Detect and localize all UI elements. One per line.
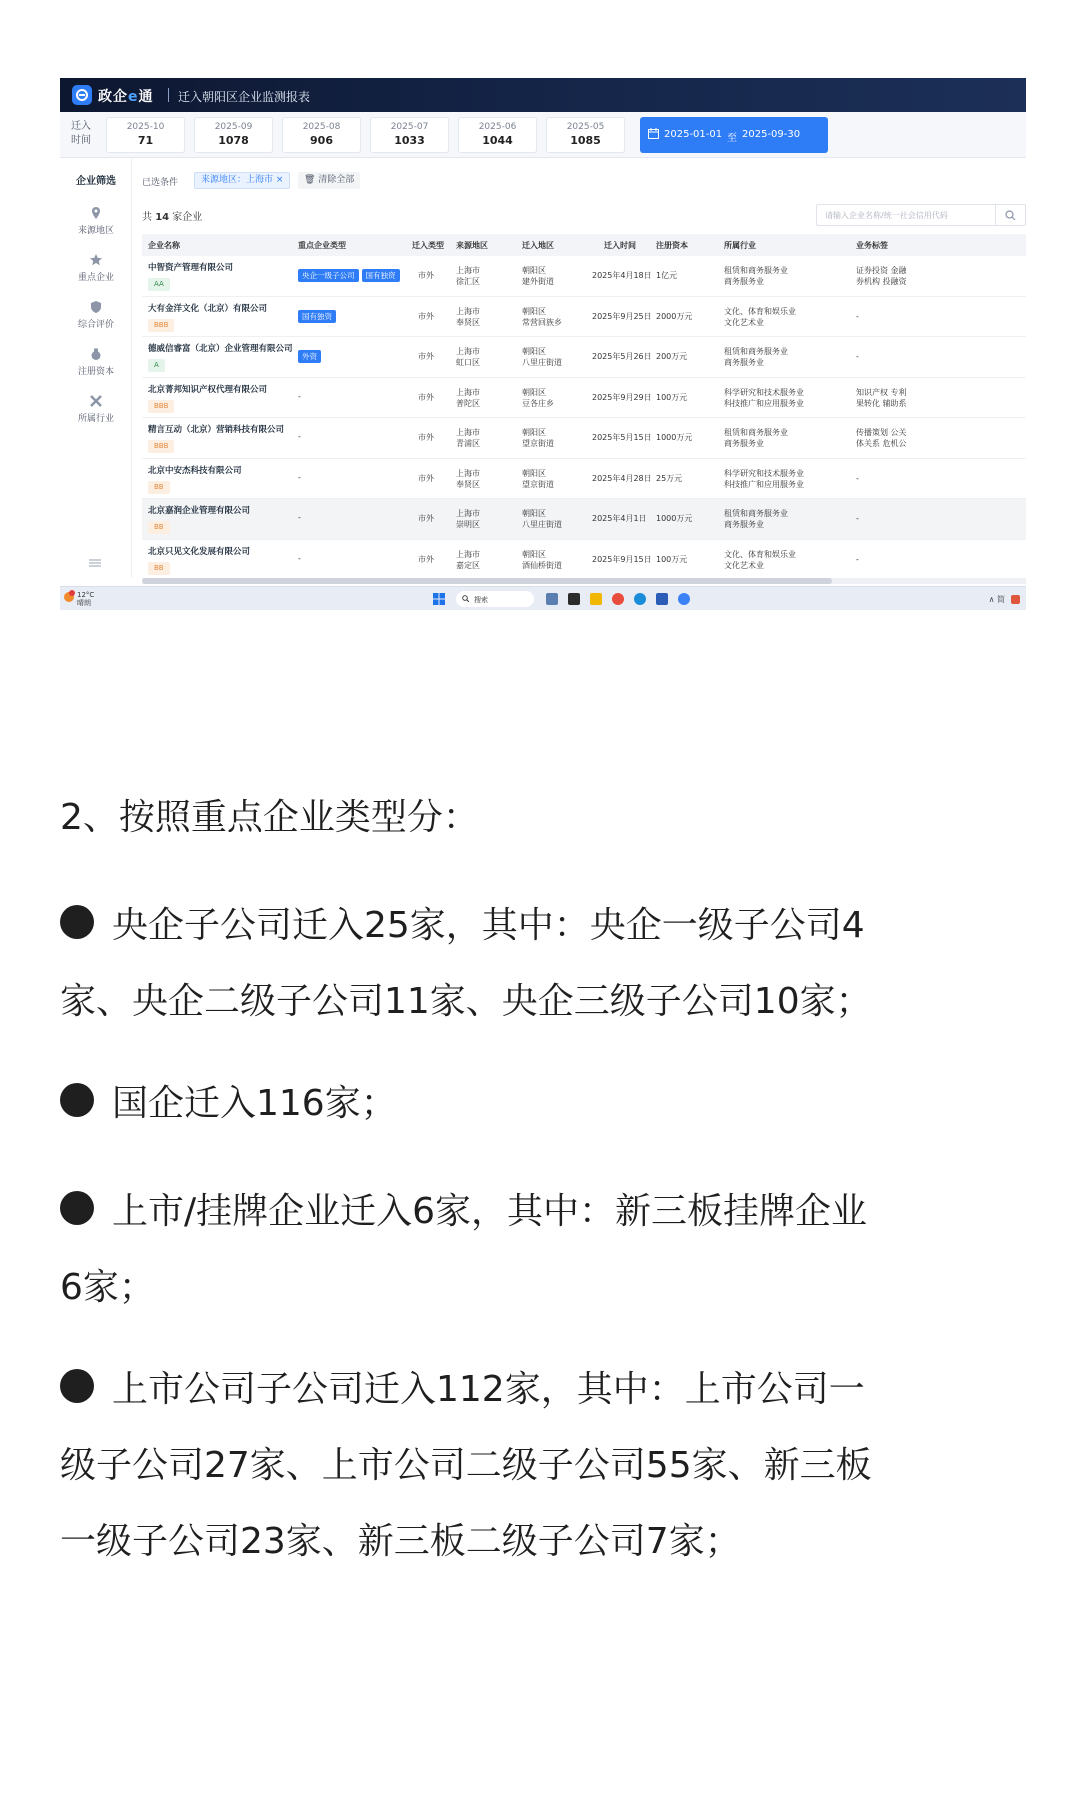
taskbar-app-chat-icon[interactable] — [678, 593, 690, 605]
dest-region: 朝阳区 八里庄街道 — [522, 347, 562, 367]
company-cell[interactable] — [148, 303, 294, 332]
tools-icon — [89, 394, 103, 408]
dest-region: 朝阳区 八里庄街道 — [522, 509, 562, 529]
taskbar-app-word-icon[interactable] — [656, 593, 668, 605]
result-count: 共 14 家企业 — [142, 212, 203, 223]
date-start: 2025-01-01 — [664, 129, 723, 140]
industry: 租赁和商务服务业 商务服务业 — [724, 347, 788, 367]
app-brand: 政企e通 — [98, 89, 154, 105]
biz-tags: 证券投资 金融 券机构 投融资 — [856, 266, 907, 286]
col-capital[interactable]: 注册资本 — [656, 241, 688, 250]
taskbar-app-folder-icon[interactable] — [590, 593, 602, 605]
company-cell[interactable] — [148, 343, 294, 372]
move-date: 2025年5月26日 — [592, 352, 652, 361]
industry: 租赁和商务服务业 商务服务业 — [724, 509, 788, 529]
company-cell[interactable] — [148, 505, 294, 534]
horizontal-scrollbar[interactable] — [142, 578, 1026, 584]
key-type-cell — [298, 554, 408, 563]
tray-app-icon[interactable] — [1011, 595, 1020, 604]
industry: 科学研究和技术服务业 科技推广和应用服务业 — [724, 468, 804, 489]
month-card[interactable]: 2025-10 71 — [106, 117, 185, 153]
bullet-dot-icon — [60, 905, 94, 939]
company-name[interactable]: 北京嘉润企业管理有限公司 — [148, 506, 251, 516]
dest-region: 朝阳区 建外街道 — [522, 266, 554, 286]
taskbar-app-photos-icon[interactable] — [546, 593, 558, 605]
filter-tag-region[interactable]: 来源地区：上海市 × — [194, 172, 290, 189]
table-row[interactable] — [142, 418, 1026, 459]
title-divider — [168, 88, 169, 102]
biz-tags: 知识产权 专利 果转化 辅助系 — [856, 387, 907, 408]
move-type: 市外 — [418, 352, 434, 361]
biz-tags: - — [856, 352, 859, 361]
col-date[interactable]: 迁入时间 — [604, 241, 636, 250]
source-region: 上海市 奉贤区 — [456, 468, 480, 489]
report-title: 迁入朝阳区企业监测报表 — [178, 90, 311, 104]
title-bar — [60, 78, 1026, 112]
key-type-cell — [298, 310, 408, 323]
industry: 科学研究和技术服务业 科技推广和应用服务业 — [724, 387, 804, 408]
key-type-tag: 国有独资 — [362, 269, 400, 282]
table-header — [142, 234, 1026, 256]
month-card[interactable]: 2025-09 1078 — [194, 117, 273, 153]
table-row[interactable] — [142, 378, 1026, 419]
move-type: 市外 — [418, 473, 434, 483]
shield-icon — [89, 300, 103, 314]
source-region: 上海市 崇明区 — [456, 509, 480, 529]
key-type-empty: - — [298, 472, 301, 482]
col-name[interactable]: 企业名称 — [148, 241, 180, 250]
section-heading: 2、按照重点企业类型分： — [60, 797, 479, 838]
reg-capital: 1000万元 — [656, 433, 693, 442]
app-screenshot — [60, 78, 1026, 610]
month-card[interactable]: 2025-07 1033 — [370, 117, 449, 153]
key-type-empty: - — [298, 513, 301, 522]
key-type-cell — [298, 392, 408, 401]
search-input[interactable] — [816, 204, 1026, 226]
table-row[interactable] — [142, 297, 1026, 338]
weather-widget[interactable] — [64, 590, 94, 608]
rating-badge: BB — [148, 521, 170, 534]
calendar-icon — [648, 128, 659, 139]
source-region: 上海市 奉贤区 — [456, 306, 480, 327]
company-cell[interactable] — [148, 262, 294, 291]
source-region: 上海市 徐汇区 — [456, 266, 480, 286]
biz-tags: - — [856, 311, 859, 321]
move-type: 市外 — [418, 392, 434, 402]
reg-capital: 100万元 — [656, 392, 688, 402]
col-move-type[interactable]: 迁入类型 — [412, 241, 444, 250]
dest-region: 朝阳区 望京街道 — [522, 428, 554, 448]
table-row[interactable] — [142, 499, 1026, 540]
key-type-cell — [298, 350, 408, 363]
system-tray[interactable]: ∧ 简 — [989, 594, 1020, 605]
sidebar-item-industry[interactable]: 所属行业 — [60, 394, 132, 424]
table-row[interactable] — [142, 459, 1026, 500]
move-type: 市外 — [418, 514, 434, 523]
key-type-empty: - — [298, 391, 301, 401]
move-date: 2025年9月29日 — [592, 392, 652, 402]
col-source[interactable]: 来源地区 — [456, 241, 488, 250]
money-bag-icon — [89, 347, 103, 361]
month-filter-bar — [60, 112, 1026, 158]
reg-capital: 1亿元 — [656, 271, 678, 280]
move-type: 市外 — [418, 554, 434, 564]
company-cell[interactable] — [148, 424, 294, 453]
rating-badge: BBB — [148, 440, 174, 453]
scrollbar-thumb[interactable] — [142, 578, 832, 584]
taskbar-app-chrome-icon[interactable] — [612, 593, 624, 605]
col-key-type[interactable]: 重点企业类型 — [298, 241, 346, 250]
biz-tags: - — [856, 554, 859, 564]
rating-badge: A — [148, 359, 165, 372]
move-date: 2025年4月1日 — [592, 514, 647, 523]
month-label: 迁入 时间 — [71, 121, 91, 146]
key-type-tag: 国有独资 — [298, 310, 336, 323]
star-icon — [89, 253, 103, 267]
bullet-paragraph: 上市/挂牌企业迁入6家，其中：新三板挂牌企业 6家； — [60, 1191, 868, 1308]
bullet-paragraph: 上市公司子公司迁入112家，其中：上市公司一 级子公司27家、上市公司二级子公司55家、新三板 一级子公司23家、新三板二级子公司7家； — [60, 1369, 872, 1562]
bullet-paragraph: 国企迁入116家； — [60, 1066, 1026, 1142]
month-card[interactable]: 2025-05 1085 — [546, 117, 625, 153]
move-date: 2025年9月15日 — [592, 554, 652, 564]
taskbar-app-edge-icon[interactable] — [634, 593, 646, 605]
sidebar-item-key-enterprise[interactable]: 重点企业 — [60, 253, 132, 283]
company-name[interactable]: 北京只见文化发展有限公司 — [148, 546, 251, 557]
biz-tags: - — [856, 514, 859, 523]
date-separator: 至 — [727, 133, 737, 144]
dest-region: 朝阳区 望京街道 — [522, 468, 554, 489]
company-name[interactable]: 中智资产管理有限公司 — [148, 263, 234, 273]
source-region: 上海市 青浦区 — [456, 428, 480, 448]
biz-tags: - — [856, 473, 859, 483]
month-card[interactable]: 2025-08 906 — [282, 117, 361, 153]
col-biz-tags[interactable]: 业务标签 — [856, 241, 888, 250]
move-date: 2025年9月25日 — [592, 311, 652, 321]
bullet-paragraph: 央企子公司迁入25家，其中：央企一级子公司4 家、央企二级子公司11家、央企三级子公司10家； — [60, 905, 872, 1022]
reg-capital: 25万元 — [656, 473, 683, 483]
app-logo-icon — [72, 85, 92, 105]
dest-region: 朝阳区 豆各庄乡 — [522, 387, 554, 408]
company-cell[interactable] — [148, 546, 294, 575]
sidebar-item-region[interactable]: 来源地区 — [60, 206, 132, 236]
company-name[interactable]: 大有金洋文化（北京）有限公司 — [148, 303, 268, 314]
date-end: 2025-09-30 — [742, 129, 801, 140]
company-name[interactable]: 北京菁邦知识产权代理有限公司 — [148, 384, 268, 395]
col-industry[interactable]: 所属行业 — [724, 241, 756, 250]
os-taskbar — [60, 586, 1026, 610]
sidebar-item-rating[interactable]: 综合评价 — [60, 300, 132, 330]
location-icon — [89, 206, 103, 220]
company-cell[interactable] — [148, 465, 294, 494]
month-card[interactable]: 2025-06 1044 — [458, 117, 537, 153]
taskbar-search-icon — [462, 595, 469, 602]
industry: 租赁和商务服务业 商务服务业 — [724, 266, 788, 286]
table-row[interactable] — [142, 256, 1026, 297]
key-type-cell — [298, 513, 408, 522]
industry: 租赁和商务服务业 商务服务业 — [724, 428, 788, 448]
reg-capital: 2000万元 — [656, 311, 693, 321]
move-date: 2025年4月18日 — [592, 271, 652, 280]
rating-badge: BBB — [148, 319, 174, 332]
rating-badge: BB — [148, 562, 170, 575]
company-name[interactable]: 北京中安杰科技有限公司 — [148, 465, 242, 476]
windows-start-icon[interactable] — [433, 593, 445, 605]
taskbar-search[interactable]: 搜索 — [456, 591, 534, 607]
key-type-cell — [298, 269, 408, 282]
move-date: 2025年4月28日 — [592, 473, 652, 483]
taskbar-app-terminal-icon[interactable] — [568, 593, 580, 605]
source-region: 上海市 虹口区 — [456, 347, 480, 367]
weather-text: 12°C 晴朗 — [77, 591, 95, 607]
rating-badge: AA — [148, 278, 170, 291]
rating-badge: BBB — [148, 400, 174, 413]
notification-badge — [69, 590, 75, 596]
table-row[interactable] — [142, 540, 1026, 581]
company-cell[interactable] — [148, 384, 294, 413]
move-date: 2025年5月15日 — [592, 433, 652, 442]
key-type-tag: 央企一级子公司 — [298, 269, 359, 282]
key-type-empty: - — [298, 432, 301, 441]
company-name[interactable]: 精言互动（北京）营销科技有限公司 — [148, 425, 285, 435]
key-type-cell — [298, 432, 408, 441]
source-region: 上海市 嘉定区 — [456, 549, 480, 570]
reg-capital: 100万元 — [656, 554, 688, 564]
key-type-tag: 外资 — [298, 350, 321, 363]
company-name[interactable]: 德威信睿富（北京）企业管理有限公司 — [148, 344, 293, 354]
biz-tags: 传播策划 公关 体关系 危机公 — [856, 428, 907, 448]
move-type: 市外 — [418, 311, 434, 321]
dest-region: 朝阳区 酒仙桥街道 — [522, 549, 562, 570]
filter-sidebar — [60, 158, 132, 578]
source-region: 上海市 普陀区 — [456, 387, 480, 408]
search-placeholder: 请输入企业名称/统一社会信用代码 — [825, 211, 948, 220]
bullet-dot-icon — [60, 1191, 94, 1225]
sidebar-item-capital[interactable]: 注册资本 — [60, 347, 132, 377]
bullet-dot-icon — [60, 1083, 94, 1117]
key-type-cell — [298, 473, 408, 482]
reg-capital: 1000万元 — [656, 514, 693, 523]
selected-filters-label: 已选条件 — [142, 178, 179, 188]
sidebar-title: 企业筛选 — [76, 176, 116, 187]
industry: 文化、体育和娱乐业 文化艺术业 — [724, 549, 796, 570]
reg-capital: 200万元 — [656, 352, 688, 361]
rating-badge: BB — [148, 481, 170, 494]
move-type: 市外 — [418, 433, 434, 442]
industry: 文化、体育和娱乐业 文化艺术业 — [724, 306, 796, 327]
bullet-dot-icon — [60, 1369, 94, 1403]
key-type-empty: - — [298, 553, 301, 563]
search-button[interactable] — [995, 205, 1025, 225]
dest-region: 朝阳区 常营回族乡 — [522, 306, 562, 327]
col-dest[interactable]: 迁入地区 — [522, 241, 554, 250]
table-row[interactable] — [142, 337, 1026, 378]
date-range-picker[interactable] — [640, 117, 828, 153]
clear-all-button[interactable]: 🗑 清除全部 — [298, 172, 360, 189]
move-type: 市外 — [418, 271, 434, 280]
search-icon — [1005, 210, 1016, 221]
menu-collapse-icon[interactable] — [87, 558, 103, 568]
